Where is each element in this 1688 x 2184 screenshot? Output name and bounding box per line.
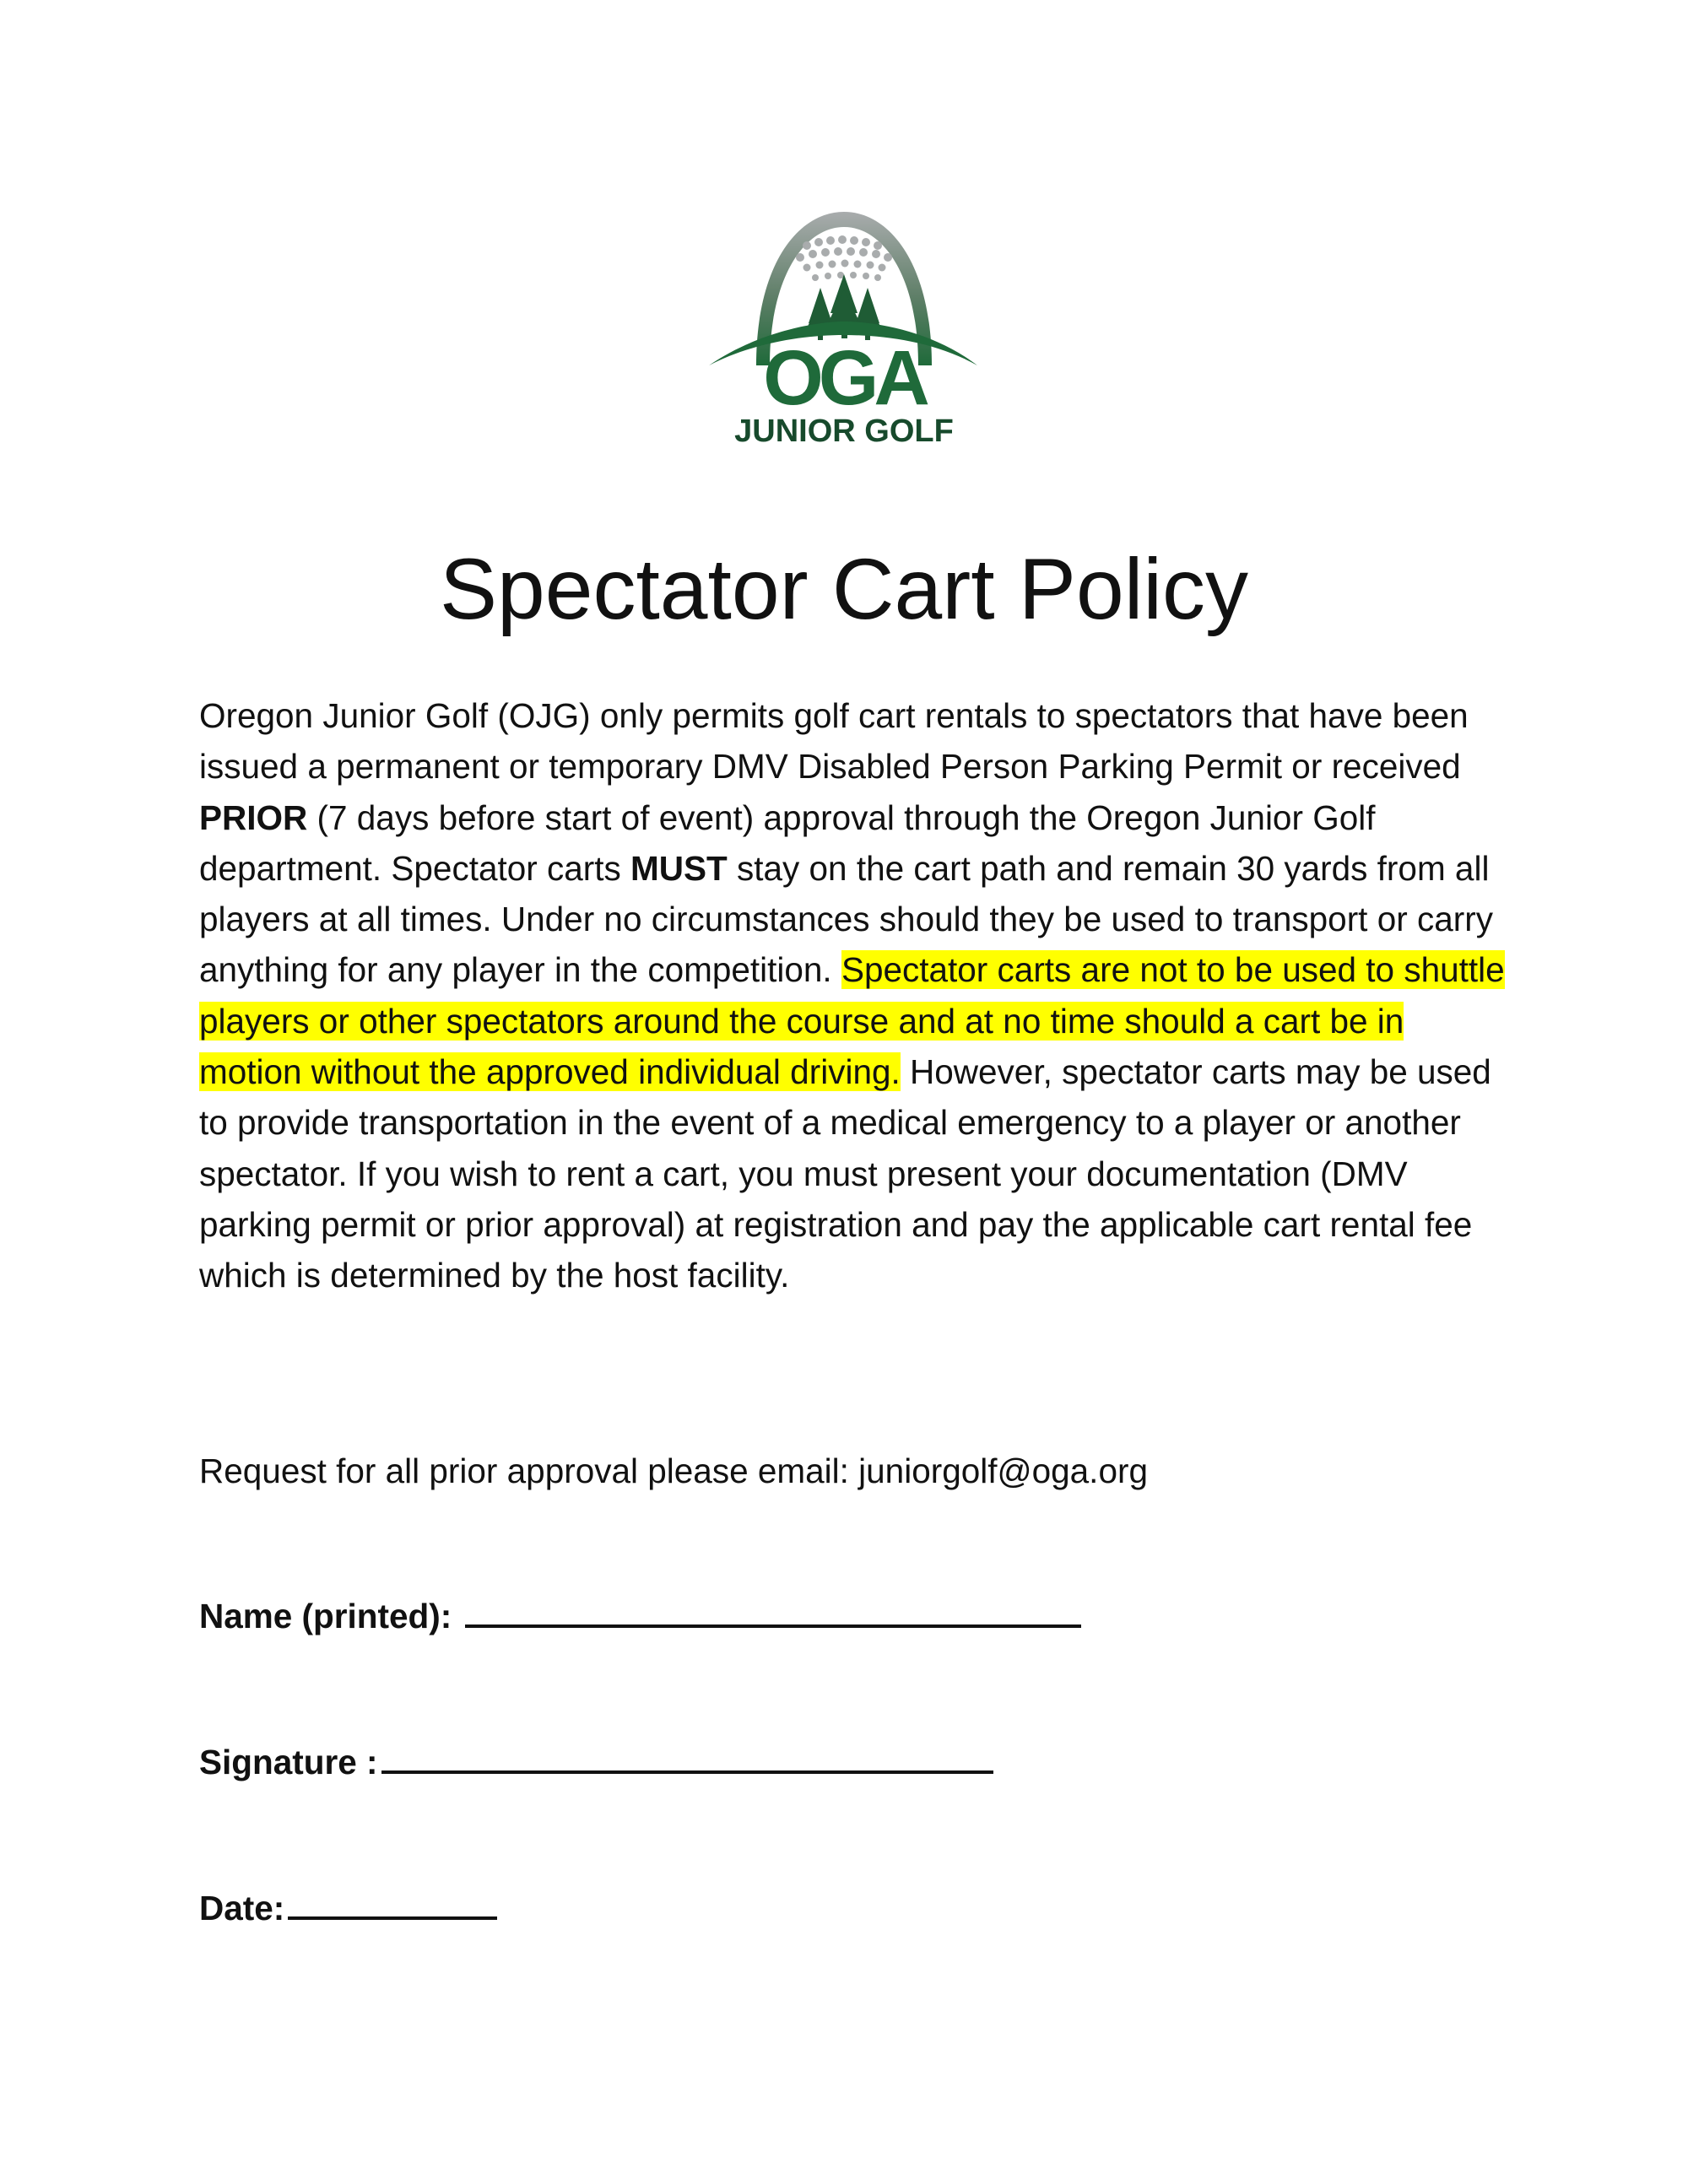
signature-label: Signature : [199, 1743, 378, 1781]
name-printed-input-line[interactable] [465, 1592, 1081, 1628]
date-field [199, 1883, 497, 1933]
logo-wordmark: OGA [763, 335, 925, 421]
logo-graphic [707, 205, 979, 446]
page-title: Spectator Cart Policy [439, 541, 1249, 638]
policy-highlighted-text: Spectator carts are not to be used to shuttle players or other spectators around the course and at no time should a cart be in motion without the approved individual driving. [199, 950, 1505, 1092]
date-label: Date: [199, 1889, 285, 1927]
date-input-line[interactable] [288, 1884, 497, 1920]
logo-subtitle: JUNIOR GOLF [734, 414, 954, 446]
signature-input-line[interactable] [381, 1738, 993, 1774]
name-printed-field [199, 1591, 1081, 1641]
policy-bold-prior: PRIOR [199, 797, 308, 837]
policy-text-part-2: (7 days before start of event) approval through the Oregon Junior Golf department. Spectator carts [199, 797, 1376, 888]
policy-paragraph [199, 690, 1516, 1301]
name-printed-label: Name (printed): [199, 1597, 462, 1635]
oga-junior-golf-logo [707, 205, 979, 446]
email-request-line: Request for all prior approval please email: juniorgolf@oga.org [199, 1451, 1148, 1490]
signature-field [199, 1737, 993, 1787]
policy-text-part-3: stay on the cart path and remain 30 yards from all players at all times. Under no circumstances should they be used to transport or carry anything for any player in the competition. [199, 848, 1493, 990]
policy-text-part-4: However, spectator carts may be used to provide transportation in the event of a medical emergency to a player or another spectator. If you wish to rent a cart, you must present your documentation (DMV parking permit or prior approval) at registration and pay the applicable cart rental fee which is determined by the host facility. [199, 1052, 1491, 1295]
policy-bold-must: MUST [630, 848, 728, 888]
policy-text-part-1: Oregon Junior Golf (OJG) only permits golf cart rentals to spectators that have been issued a permanent or temporary DMV Disabled Person Parking Permit or received [199, 696, 1469, 787]
